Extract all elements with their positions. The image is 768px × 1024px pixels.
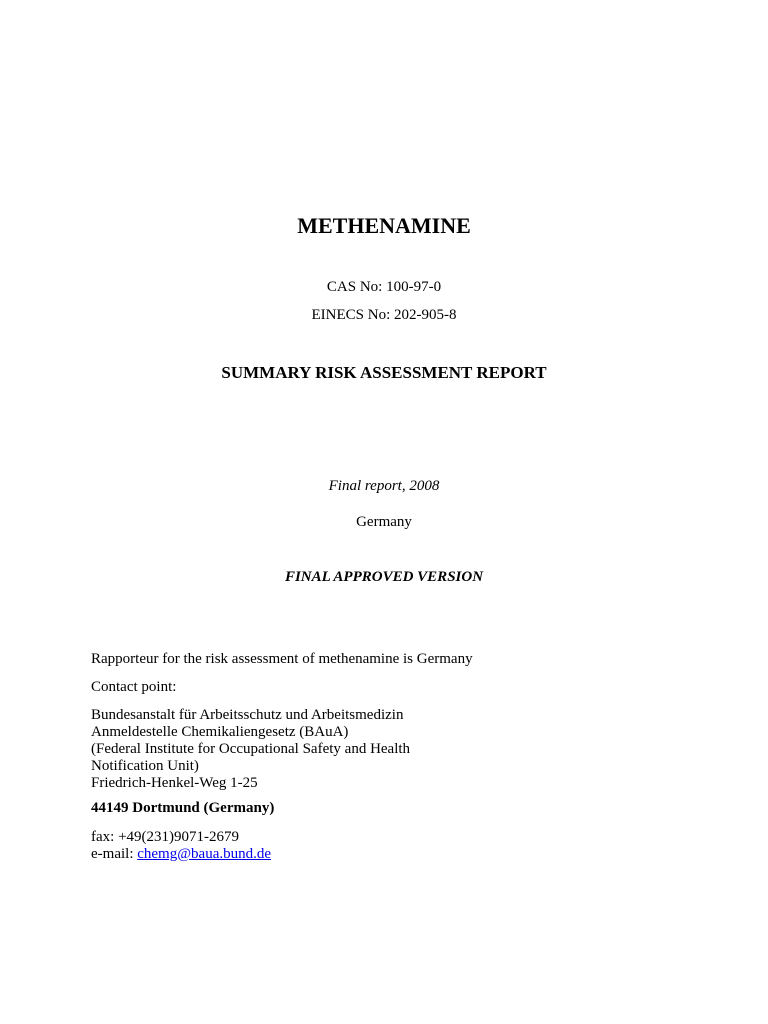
contact-point-label: Contact point: bbox=[91, 679, 177, 695]
document-title: METHENAMINE bbox=[297, 213, 471, 238]
email-link[interactable]: chemg@baua.bund.de bbox=[137, 846, 272, 862]
fax-number: fax: +49(231)9071-2679 bbox=[91, 829, 240, 845]
address-line: Notification Unit) bbox=[91, 758, 199, 774]
address-line: Bundesanstalt für Arbeitsschutz und Arbeitsmedizin bbox=[91, 707, 404, 723]
cas-number: CAS No: 100-97-0 bbox=[326, 279, 442, 295]
rapporteur-statement: Rapporteur for the risk assessment of methenamine is Germany bbox=[91, 651, 473, 667]
einecs-number: EINECS No: 202-905-8 bbox=[311, 307, 457, 323]
report-subtitle: SUMMARY RISK ASSESSMENT REPORT bbox=[221, 363, 547, 382]
address-line: Friedrich-Henkel-Weg 1-25 bbox=[91, 775, 258, 791]
city-line: 44149 Dortmund (Germany) bbox=[91, 800, 275, 816]
country: Germany bbox=[356, 514, 412, 530]
email-line bbox=[91, 846, 271, 863]
contact-address bbox=[91, 707, 410, 792]
address-line: Anmeldestelle Chemikaliengesetz (BAuA) bbox=[91, 724, 349, 740]
approval-status: FINAL APPROVED VERSION bbox=[284, 569, 484, 585]
address-line: (Federal Institute for Occupational Safety and Health bbox=[91, 741, 411, 757]
email-label: e-mail: bbox=[91, 846, 138, 862]
final-report-date: Final report, 2008 bbox=[328, 478, 440, 494]
